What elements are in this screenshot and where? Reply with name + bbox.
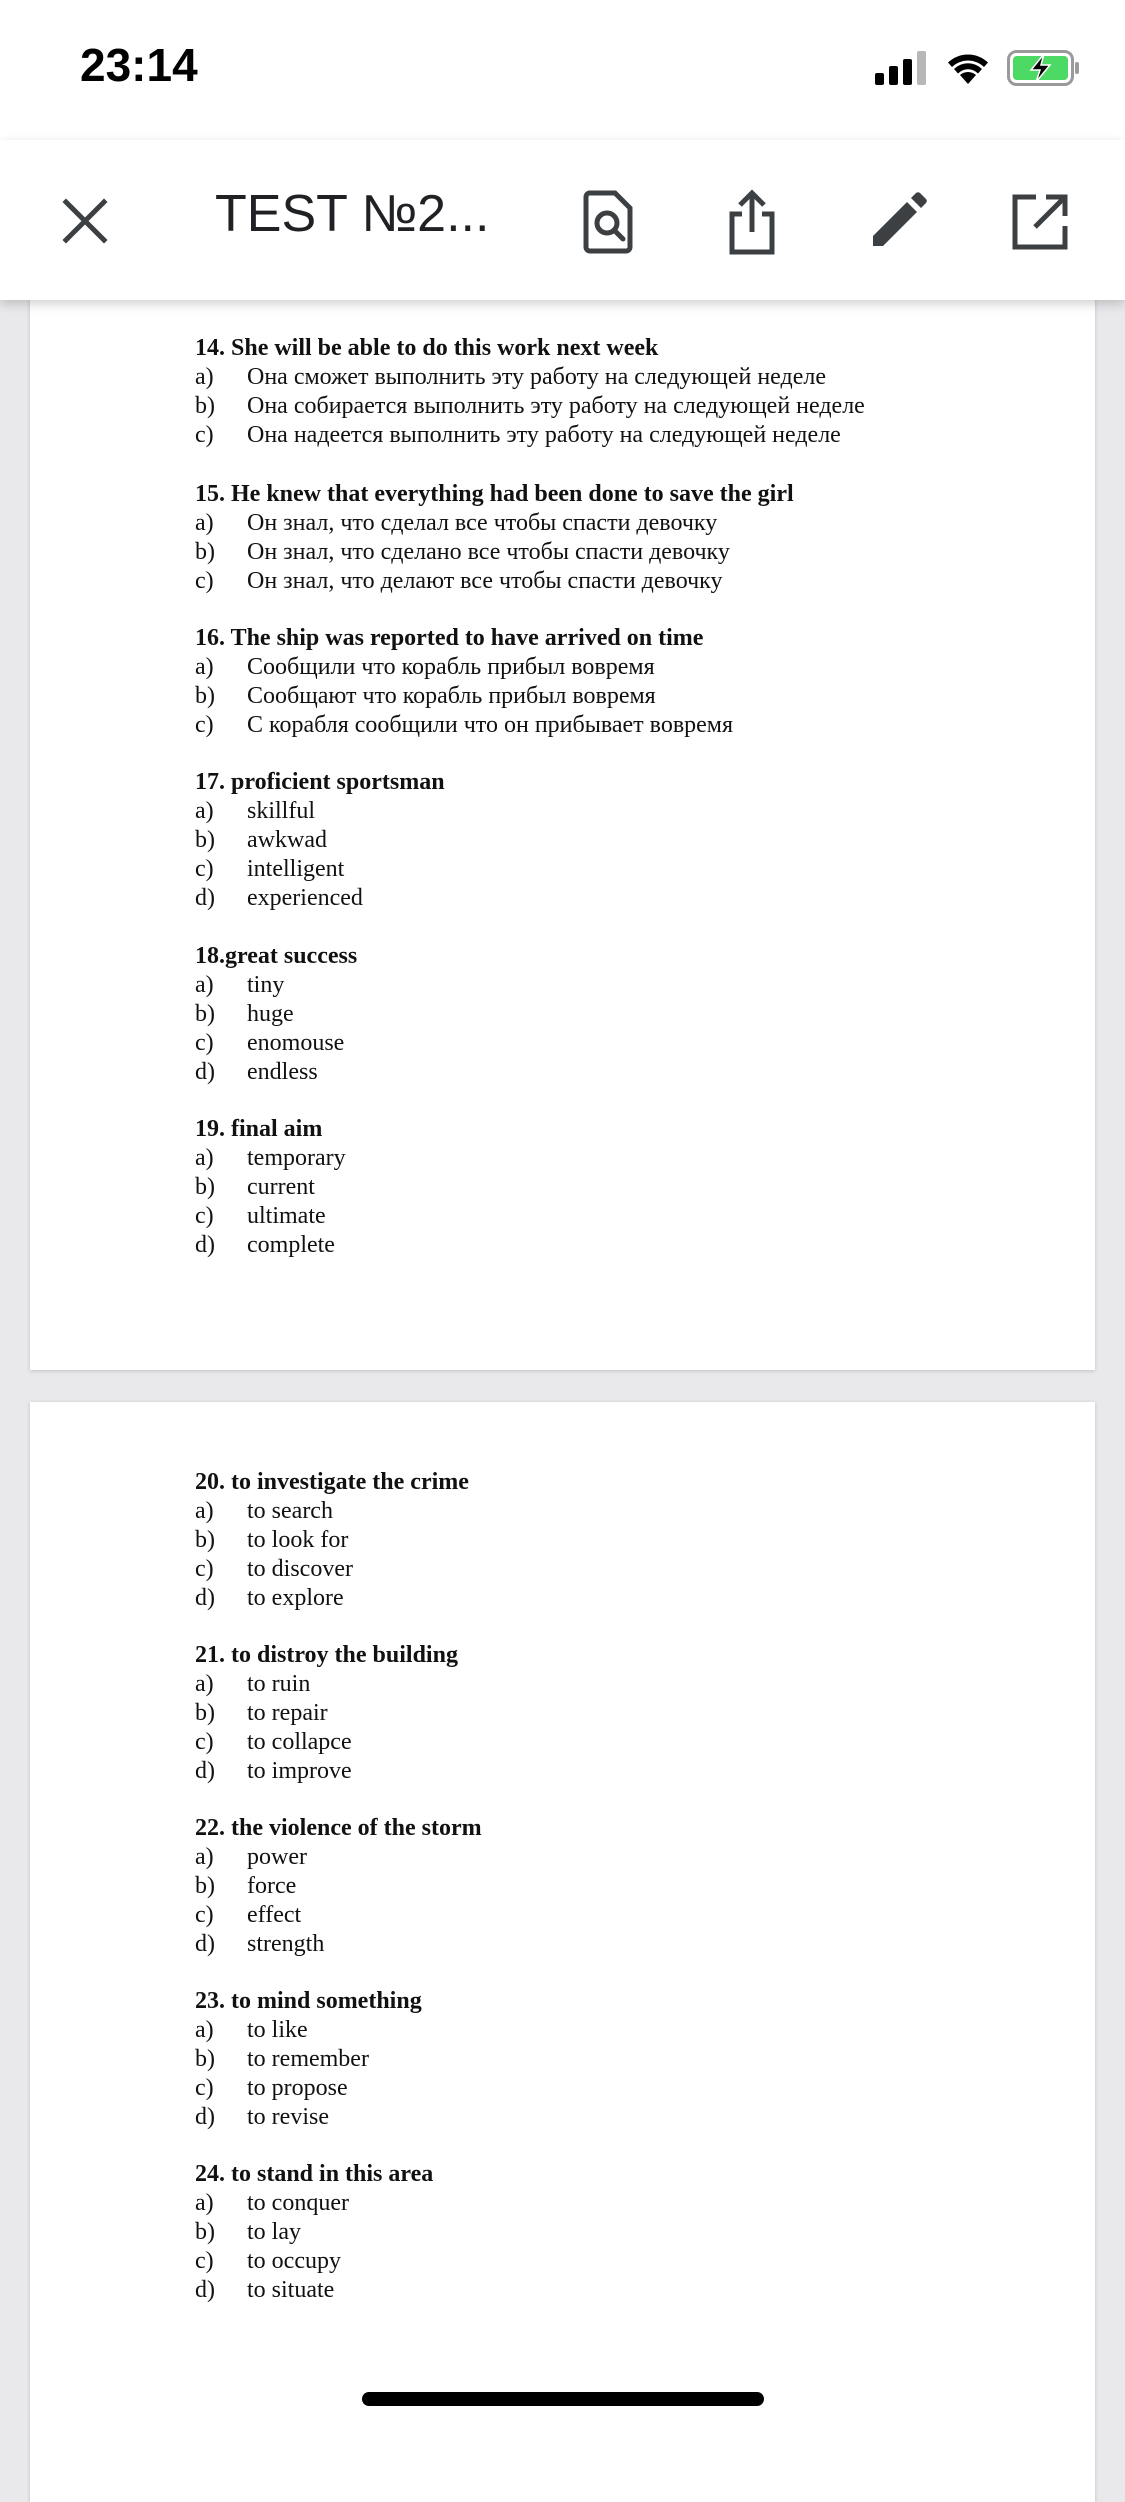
question-18 bbox=[195, 942, 357, 1087]
option-letter: c) bbox=[195, 2075, 214, 2101]
option-text: complete bbox=[247, 1232, 335, 1258]
option-d bbox=[195, 2103, 422, 2132]
option-text: to like bbox=[247, 2017, 308, 2043]
option-letter: c) bbox=[195, 856, 214, 882]
option-text: to conquer bbox=[247, 2190, 349, 2216]
option-letter: b) bbox=[195, 1873, 215, 1899]
option-text: to discover bbox=[247, 1556, 353, 1582]
option-text: Он знал, что делают все чтобы спасти девочку bbox=[247, 568, 723, 594]
pdf-page-2 bbox=[30, 1402, 1095, 2502]
option-d bbox=[195, 1058, 357, 1087]
question-title: 24. to stand in this area bbox=[195, 2161, 434, 2187]
option-text: to remember bbox=[247, 2046, 369, 2072]
option-text: to lay bbox=[247, 2219, 301, 2245]
option-a bbox=[195, 1144, 346, 1173]
share-button[interactable] bbox=[710, 180, 794, 264]
question-16 bbox=[195, 624, 733, 740]
question-title: 18.great success bbox=[195, 943, 358, 969]
option-b bbox=[195, 1526, 469, 1555]
question-22 bbox=[195, 1814, 482, 1959]
option-letter: d) bbox=[195, 1059, 215, 1085]
option-text: current bbox=[247, 1174, 315, 1200]
option-letter: a) bbox=[195, 1498, 214, 1524]
option-letter: b) bbox=[195, 2219, 215, 2245]
option-letter: b) bbox=[195, 1001, 215, 1027]
option-b bbox=[195, 826, 445, 855]
option-text: to situate bbox=[247, 2277, 335, 2303]
option-letter: a) bbox=[195, 510, 214, 536]
option-text: effect bbox=[247, 1902, 302, 1928]
option-letter: b) bbox=[195, 1174, 215, 1200]
option-b bbox=[195, 2218, 433, 2247]
option-letter: d) bbox=[195, 885, 215, 911]
close-button[interactable] bbox=[50, 186, 120, 256]
option-b bbox=[195, 2045, 422, 2074]
option-c bbox=[195, 1901, 482, 1930]
option-letter: a) bbox=[195, 2017, 214, 2043]
option-c bbox=[195, 1029, 357, 1058]
option-text: to collapce bbox=[247, 1729, 352, 1755]
option-b bbox=[195, 1699, 458, 1728]
question-title: 22. the violence of the storm bbox=[195, 1815, 482, 1841]
option-text: to revise bbox=[247, 2104, 329, 2130]
option-text: to look for bbox=[247, 1527, 349, 1553]
close-icon bbox=[62, 198, 108, 244]
option-letter: d) bbox=[195, 2277, 215, 2303]
option-text: Сообщают что корабль прибыл вовремя bbox=[247, 683, 656, 709]
option-text: huge bbox=[247, 1001, 294, 1027]
option-text: Он знал, что сделано все чтобы спасти девочку bbox=[247, 539, 730, 565]
option-text: Она надеется выполнить эту работу на следующей неделе bbox=[247, 422, 841, 448]
option-a bbox=[195, 1843, 482, 1872]
option-a bbox=[195, 653, 733, 682]
option-b bbox=[195, 1872, 482, 1901]
option-text: power bbox=[247, 1844, 307, 1870]
option-b bbox=[195, 538, 794, 567]
edit-button[interactable] bbox=[855, 180, 939, 264]
option-text: force bbox=[247, 1873, 297, 1899]
option-letter: c) bbox=[195, 1902, 214, 1928]
option-b bbox=[195, 1000, 357, 1029]
option-d bbox=[195, 1930, 482, 1959]
document-title: TEST №2... bbox=[215, 185, 490, 243]
option-letter: c) bbox=[195, 422, 214, 448]
question-15 bbox=[195, 480, 794, 596]
option-letter: b) bbox=[195, 393, 215, 419]
option-c bbox=[195, 1555, 469, 1584]
option-d bbox=[195, 1757, 458, 1786]
question-24 bbox=[195, 2160, 433, 2305]
option-c bbox=[195, 567, 794, 596]
option-letter: a) bbox=[195, 798, 214, 824]
question-title: 20. to investigate the crime bbox=[195, 1469, 469, 1495]
option-text: intelligent bbox=[247, 856, 345, 882]
option-a bbox=[195, 1670, 458, 1699]
home-indicator[interactable] bbox=[362, 2392, 764, 2406]
option-text: to ruin bbox=[247, 1671, 311, 1697]
option-b bbox=[195, 682, 733, 711]
option-text: to occupy bbox=[247, 2248, 341, 2274]
pdf-page-1 bbox=[30, 280, 1095, 1370]
option-letter: d) bbox=[195, 2104, 215, 2130]
option-a bbox=[195, 797, 445, 826]
option-text: Сообщили что корабль прибыл вовремя bbox=[247, 654, 655, 680]
option-a bbox=[195, 971, 357, 1000]
option-letter: b) bbox=[195, 2046, 215, 2072]
option-text: awkwad bbox=[247, 827, 327, 853]
cellular-signal-icon bbox=[875, 51, 929, 85]
find-in-page-icon bbox=[580, 189, 636, 255]
option-c bbox=[195, 2074, 422, 2103]
option-letter: c) bbox=[195, 712, 214, 738]
option-d bbox=[195, 2276, 433, 2305]
status-bar bbox=[0, 0, 1125, 140]
question-title: 15. He knew that everything had been done to save the girl bbox=[195, 481, 794, 507]
option-text: endless bbox=[247, 1059, 318, 1085]
status-time: 23:14 bbox=[80, 39, 198, 91]
option-letter: a) bbox=[195, 2190, 214, 2216]
option-letter: a) bbox=[195, 364, 214, 390]
battery-charging-icon bbox=[1007, 50, 1081, 86]
option-letter: d) bbox=[195, 1758, 215, 1784]
option-letter: b) bbox=[195, 1527, 215, 1553]
question-23 bbox=[195, 1987, 422, 2132]
question-14 bbox=[195, 334, 865, 450]
option-text: to explore bbox=[247, 1585, 344, 1611]
option-text: to search bbox=[247, 1498, 333, 1524]
option-text: to repair bbox=[247, 1700, 328, 1726]
option-text: temporary bbox=[247, 1145, 346, 1171]
question-title: 21. to distroy the building bbox=[195, 1642, 458, 1668]
app-bar bbox=[0, 140, 1125, 300]
option-text: Она собирается выполнить эту работу на следующей неделе bbox=[247, 393, 865, 419]
open-in-new-icon bbox=[1010, 192, 1070, 252]
option-text: Она сможет выполнить эту работу на следующей неделе bbox=[247, 364, 826, 390]
question-title: 23. to mind something bbox=[195, 1988, 422, 2014]
question-title: 14. She will be able to do this work next week bbox=[195, 335, 659, 361]
option-letter: c) bbox=[195, 1556, 214, 1582]
question-21 bbox=[195, 1641, 458, 1786]
option-letter: c) bbox=[195, 1729, 214, 1755]
option-a bbox=[195, 1497, 469, 1526]
question-title: 17. proficient sportsman bbox=[195, 769, 445, 795]
option-c bbox=[195, 855, 445, 884]
option-c bbox=[195, 2247, 433, 2276]
share-icon bbox=[724, 188, 780, 256]
option-letter: a) bbox=[195, 654, 214, 680]
option-c bbox=[195, 1728, 458, 1757]
find-in-document-button[interactable] bbox=[566, 180, 650, 264]
option-d bbox=[195, 1231, 346, 1260]
option-a bbox=[195, 363, 865, 392]
option-letter: c) bbox=[195, 2248, 214, 2274]
option-letter: d) bbox=[195, 1585, 215, 1611]
option-letter: b) bbox=[195, 539, 215, 565]
option-text: tiny bbox=[247, 972, 285, 998]
option-text: experienced bbox=[247, 885, 363, 911]
option-b bbox=[195, 1173, 346, 1202]
open-external-button[interactable] bbox=[998, 180, 1082, 264]
pencil-icon bbox=[867, 192, 927, 252]
option-text: strength bbox=[247, 1931, 325, 1957]
option-letter: c) bbox=[195, 1203, 214, 1229]
option-c bbox=[195, 711, 733, 740]
option-letter: a) bbox=[195, 1844, 214, 1870]
option-text: ultimate bbox=[247, 1203, 326, 1229]
wifi-icon bbox=[945, 51, 991, 85]
option-letter: a) bbox=[195, 972, 214, 998]
question-20 bbox=[195, 1468, 469, 1613]
option-d bbox=[195, 884, 445, 913]
option-letter: b) bbox=[195, 827, 215, 853]
option-letter: b) bbox=[195, 683, 215, 709]
question-19 bbox=[195, 1115, 346, 1260]
option-a bbox=[195, 2189, 433, 2218]
option-c bbox=[195, 1202, 346, 1231]
question-title: 19. final aim bbox=[195, 1116, 323, 1142]
status-icons bbox=[875, 48, 1081, 88]
option-letter: c) bbox=[195, 568, 214, 594]
option-d bbox=[195, 1584, 469, 1613]
option-text: С корабля сообщили что он прибывает вовремя bbox=[247, 712, 734, 738]
option-b bbox=[195, 392, 865, 421]
option-letter: d) bbox=[195, 1931, 215, 1957]
option-text: to propose bbox=[247, 2075, 348, 2101]
option-c bbox=[195, 421, 865, 450]
option-a bbox=[195, 2016, 422, 2045]
option-text: Он знал, что сделал все чтобы спасти девочку bbox=[247, 510, 718, 536]
option-letter: c) bbox=[195, 1030, 214, 1056]
option-letter: d) bbox=[195, 1232, 215, 1258]
option-a bbox=[195, 509, 794, 538]
option-text: to improve bbox=[247, 1758, 352, 1784]
question-17 bbox=[195, 768, 445, 913]
option-text: skillful bbox=[247, 798, 316, 824]
option-letter: a) bbox=[195, 1671, 214, 1697]
option-text: enomouse bbox=[247, 1030, 345, 1056]
option-letter: a) bbox=[195, 1145, 214, 1171]
option-letter: b) bbox=[195, 1700, 215, 1726]
question-title: 16. The ship was reported to have arrived on time bbox=[195, 625, 704, 651]
